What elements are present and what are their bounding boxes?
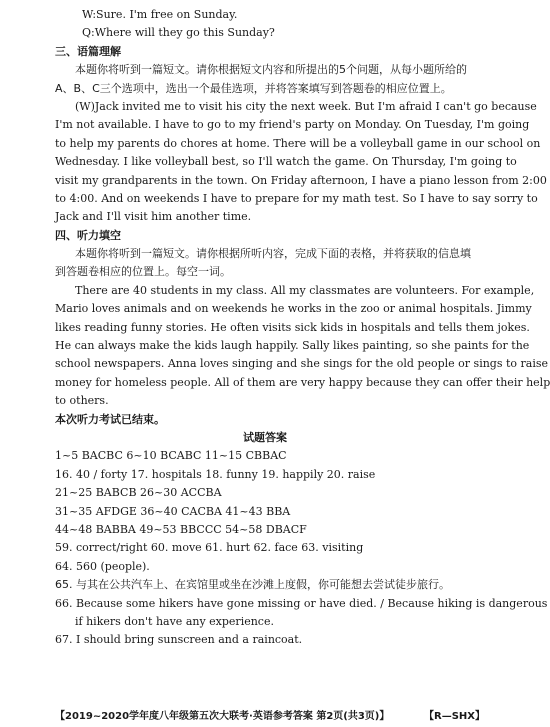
page-footer — [55, 711, 485, 723]
passage-line: I'm not available. I have to go to my friend's party on Monday. On Tuesday, I'm going — [55, 118, 530, 132]
passage-line: Jack and I'll visit him another time. — [55, 210, 252, 224]
instruction-line: 本题你将听到一篇短文。请你根据所听内容，完成下面的表格，并将获取的信息填 — [75, 247, 471, 261]
footer-text: 【2019~2020学年度八年级第五次大联考·英语参考答案 第2页(共3页)】 — [55, 711, 390, 722]
passage-line: to help my parents do chores at home. There will be a volleyball game in our school on — [55, 136, 541, 150]
answers-title: 试题答案 — [243, 430, 287, 444]
answer-line: 64. 560 (people). — [55, 559, 150, 573]
answer-line: if hikers don't have any experience. — [75, 614, 274, 628]
dialogue-line-w: W:Sure. I'm free on Sunday. — [82, 8, 238, 21]
passage-line: Wednesday. I like volleyball best, so I'll watch the game. On Thursday, I'm going to — [55, 155, 517, 169]
answer-line: 67. I should bring sunscreen and a raincoat. — [55, 633, 303, 647]
instruction-line: 到答题卷相应的位置上。每空一词。 — [55, 265, 231, 279]
passage-line: likes reading funny stories. He often visits sick kids in hospitals and tells them jokes. — [55, 320, 530, 334]
dialogue-line-q: Q:Where will they go this Sunday? — [82, 26, 275, 40]
section-heading-4: 四、听力填空 — [55, 228, 121, 242]
passage-line: (W)Jack invited me to visit his city the next week. But I'm afraid I can't go because — [75, 99, 537, 113]
answer-line: 31~35 AFDGE 36~40 CACBA 41~43 BBA — [55, 504, 291, 518]
passage-line: Mario loves animals and on weekends he works in the zoo or animal hospitals. Jimmy — [55, 302, 532, 316]
passage-line: money for homeless people. All of them are very happy because they can offer their help — [55, 375, 550, 389]
instruction-line: 本题你将听到一篇短文。请你根据短文内容和所提出的5个问题，从每小题所给的 — [75, 63, 467, 77]
end-notice: 本次听力考试已结束。 — [55, 412, 165, 426]
passage-line: He can always make the kids laugh happily. Sally likes painting, so she paints for the — [55, 339, 530, 353]
answer-line: 65. 与其在公共汽车上、在宾馆里或坐在沙滩上度假，你可能想去尝试徒步旅行。 — [55, 578, 450, 592]
section-heading-3: 三、语篇理解 — [55, 44, 121, 58]
passage-line: to others. — [55, 394, 109, 408]
footer-code: 【R—SHX】 — [424, 711, 485, 722]
answer-line: 21~25 BABCB 26~30 ACCBA — [55, 486, 222, 500]
answer-line: 1~5 BACBC 6~10 BCABC 11~15 CBBAC — [55, 449, 287, 463]
answer-line: 59. correct/right 60. move 61. hurt 62. face 63. visiting — [55, 541, 364, 555]
answer-line: 16. 40 / forty 17. hospitals 18. funny 19. happily 20. raise — [55, 467, 376, 481]
passage-line: school newspapers. Anna loves singing and she sings for the old people or sings to raise — [55, 357, 549, 371]
instruction-line: A、B、C三个选项中，选出一个最佳选项，并将答案填写到答题卷的相应位置上。 — [55, 81, 452, 95]
answer-line: 66. Because some hikers have gone missing or have died. / Because hiking is dangerous — [55, 596, 548, 610]
answer-line: 44~48 BABBA 49~53 BBCCC 54~58 DBACF — [55, 522, 307, 536]
passage-line: visit my grandparents in the town. On Friday afternoon, I have a piano lesson from 2:00 — [55, 173, 547, 187]
passage-line: There are 40 students in my class. All my classmates are volunteers. For example, — [75, 283, 535, 297]
passage-line: to 4:00. And on weekends I have to prepare for my math test. So I have to say sorry to — [55, 191, 538, 205]
document-page — [55, 8, 550, 652]
